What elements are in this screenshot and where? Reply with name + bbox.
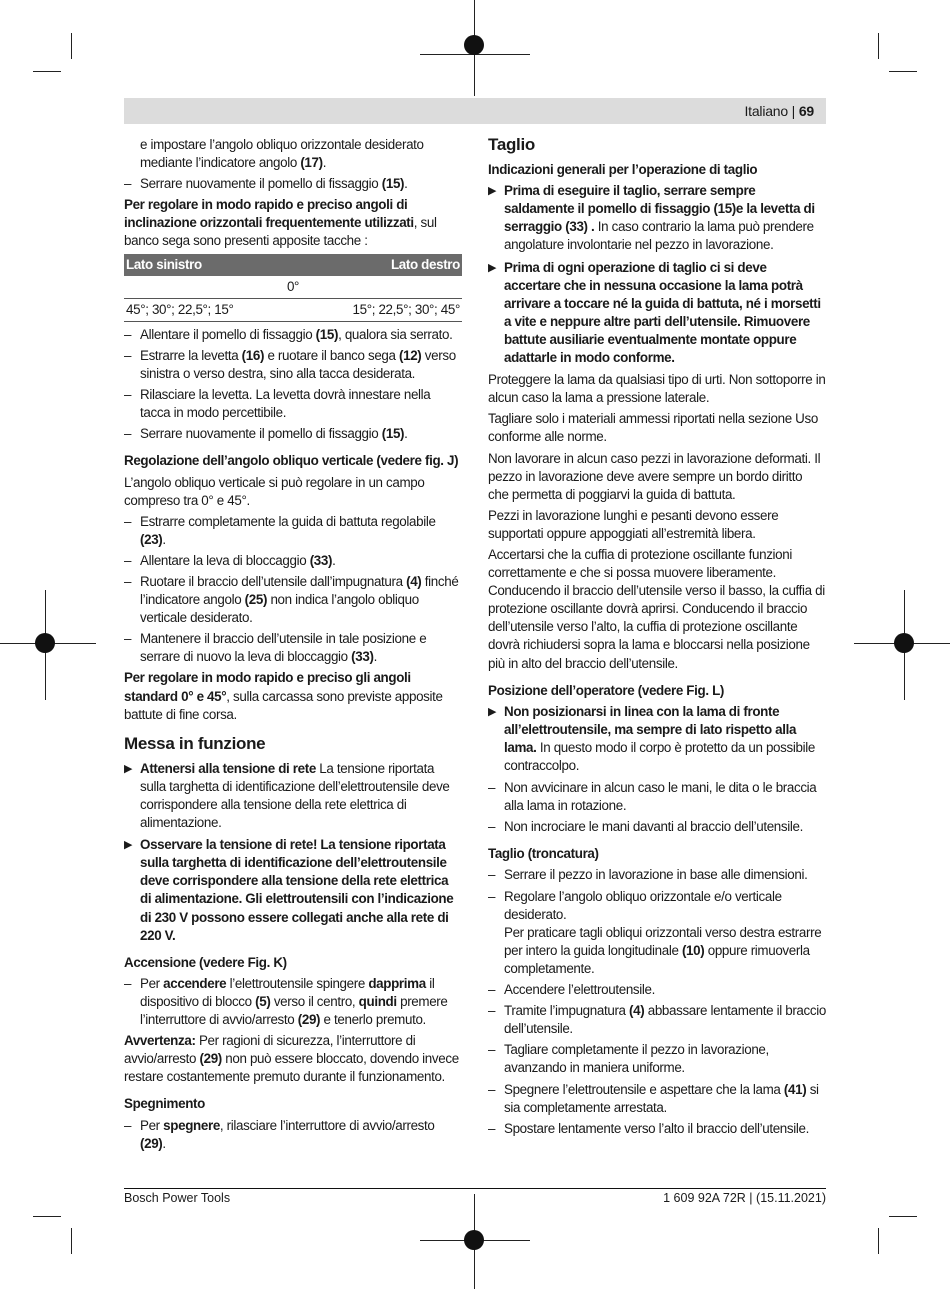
list-item: – Tramite l’impugnatura (4) abbassare lentamente il braccio dell’utensile. [488,1003,826,1037]
warning-item: ▶ Prima di ogni operazione di taglio ci si deve accertare che in nessuna occasione la lama potrà arrivare a toccare né la guida di battuta, né i morsetti a vite e neppure altre parti dell’utensile. Rimuovere battute ausiliarie eventualmente montate oppure adattarle in modo conforme. [488,259,821,366]
list-item: – Serrare nuovamente il pomello di fissaggio (15). [124,176,408,192]
header-language: Italiano [744,103,788,119]
page-header-label: Italiano | 69 [744,103,814,119]
paragraph: Per regolare in modo rapido e preciso gli angoli standard 0° e 45°, sulla carcassa sono previste apposite battute di fine corsa. [124,670,443,722]
paragraph: Pezzi in lavorazione lunghi e pesanti devono essere supportati oppure appoggiati all’estremità libera. [488,507,779,541]
section-heading: Accensione (vedere Fig. K) [124,954,287,970]
table-header-right: Lato destro [293,254,462,276]
crop-mark [71,1228,72,1254]
section-title: Messa in funzione [124,733,266,753]
triangle-bullet-icon: ▶ [124,839,133,852]
crop-mark [33,71,61,72]
paragraph: Avvertenza: Per ragioni di sicurezza, l’interruttore di avvio/arresto (29) non può essere bloccato, dovendo invece restare costantemente premuto durante il funzionamento. [124,1033,459,1085]
list-item: – Spegnere l’elettroutensile e aspettare che la lama (41) si sia completamente arrestata. [488,1081,819,1115]
right-column [488,136,826,1141]
paragraph: e impostare l’angolo obliquo orizzontale desiderato mediante l’indicatore angolo (17). [140,137,424,171]
paragraph: Tagliare solo i materiali ammessi riportati nella sezione Uso conforme alle norme. [488,411,818,445]
section-title: Taglio [488,135,535,154]
angle-table [124,254,462,322]
crop-mark [33,1216,61,1217]
list-item: – Regolare l’angolo obliquo orizzontale e/o verticale desiderato. Per praticare tagli obliqui orizzontali verso destra estrarre per intero la guida longitudinale (10) oppure rimuoverla completamente. [488,888,822,976]
warning-item: ▶ Attenersi alla tensione di rete La tensione riportata sulla targhetta di identificazione dell’elettroutensile deve corrispondere alla tensione della rete elettrica di alimentazione. [124,760,450,831]
list-item: – Per spegnere, rilasciare l’interruttore di avvio/arresto (29). [124,1117,435,1151]
triangle-bullet-icon: ▶ [488,261,497,274]
section-heading: Indicazioni generali per l’operazione di taglio [488,162,758,178]
list-item: – Non incrociare le mani davanti al braccio dell’utensile. [488,819,803,835]
warning-item: ▶ Non posizionarsi in linea con la lama di fronte all’elettroutensile, ma sempre di lato rispetto alla lama. In questo modo il corpo è protetto da un possibile contraccolpo. [488,703,815,773]
page-header [124,98,826,124]
list-item: – Serrare nuovamente il pomello di fissaggio (15). [124,426,408,442]
list-item: – Accendere l’elettroutensile. [488,982,655,998]
crop-mark [878,33,879,59]
section-heading: Taglio (troncatura) [488,846,599,862]
page-number: 69 [798,103,814,119]
list-item: – Spostare lentamente verso l’alto il braccio dell’utensile. [488,1120,809,1136]
list-item: – Allentare la leva di bloccaggio (33). [124,552,336,568]
crop-mark [889,1216,917,1217]
list-item: – Mantenere il braccio dell’utensile in tale posizione e serrare di nuovo la leva di bloccaggio (33). [124,631,427,665]
registration-mark-icon [464,35,484,55]
list-item: – Estrarre completamente la guida di battuta regolabile (23). [124,513,436,547]
paragraph: Non lavorare in alcun caso pezzi in lavorazione deformati. Il pezzo in lavorazione deve avere sempre un bordo diritto che permetta di poggiarvi la guida di battuta. [488,450,821,502]
triangle-bullet-icon: ▶ [488,185,497,198]
table-header-left: Lato sinistro [124,254,293,276]
warning-item: ▶ Osservare la tensione di rete! La tensione riportata sulla targhetta di identificazione dell’elettroutensile deve corrispondere alla tensione della rete elettrica di alimentazione. Gli elettroutensili con l’indicazione di 230 V possono essere collegati anche alla rete di 220 V. [124,837,454,943]
paragraph: L’angolo obliquo verticale si può regolare in un campo compreso tra 0° e 45°. [124,474,425,508]
list-item: – Rilasciare la levetta. La levetta dovrà innestare nella tacca in modo percettibile. [124,387,431,421]
registration-mark-icon [35,633,55,653]
table-cell: 45°; 30°; 22,5°; 15° [124,298,293,321]
section-heading: Posizione dell’operatore (vedere Fig. L) [488,682,725,698]
list-item: – Non avvicinare in alcun caso le mani, le dita o le braccia alla lama in rotazione. [488,780,817,814]
list-item: – Estrarre la levetta (16) e ruotare il banco sega (12) verso sinistra o verso destra, sino alla tacca desiderata. [124,347,456,382]
list-item: – Tagliare completamente il pezzo in lavorazione, avanzando in maniera uniforme. [488,1042,769,1076]
crop-mark [71,33,72,59]
triangle-bullet-icon: ▶ [488,705,497,718]
paragraph: Per regolare in modo rapido e preciso angoli di inclinazione orizzontali frequentemente utilizzati, sul banco sega sono presenti apposite tacche : [124,197,437,249]
crop-mark [878,1228,879,1254]
table-cell: 0° [124,276,462,299]
list-item: – Allentare il pomello di fissaggio (15), qualora sia serrato. [124,326,453,342]
footer-divider [124,1188,826,1189]
warning-item: ▶ Prima di eseguire il taglio, serrare sempre saldamente il pomello di fissaggio (15)e la levetta di serraggio (33) . In caso contrario la lama può prendere angolature involontarie nel pezzo in lavorazione. [488,183,815,253]
footer-doc-id: 1 609 92A 72R | (15.11.2021) [663,1191,826,1205]
list-item: – Per accendere l’elettroutensile spingere dapprima il dispositivo di blocco (5) verso il centro, quindi premere l’interruttore di avvio/arresto (29) e tenerlo premuto. [124,975,448,1028]
registration-mark-icon [894,633,914,653]
footer-brand: Bosch Power Tools [124,1191,231,1205]
paragraph: Proteggere la lama da qualsiasi tipo di urti. Non sottoporre in alcun caso la lama a pressione laterale. [488,372,826,406]
left-column [124,136,462,1156]
crop-mark [889,71,917,72]
list-item: – Serrare il pezzo in lavorazione in base alle dimensioni. [488,867,808,883]
section-heading: Regolazione dell’angolo obliquo verticale (vedere fig. J) [124,453,459,469]
paragraph: Accertarsi che la cuffia di protezione oscillante funzioni correttamente e che si possa muovere liberamente. Conducendo il braccio dell’utensile verso il basso, la cuffia di protezione oscillante dovrà aprirsi. Conducendo il braccio dell’utensile verso l’alto, la cuffia di protezione oscillante dovrà richiudersi sopra la lama e bloccarsi nella posizione più in alto del braccio dell’utensile. [488,546,825,671]
list-item: – Ruotare il braccio dell’utensile dall’impugnatura (4) finché l’indicatore angolo (25) non indica l’angolo obliquo verticale desiderato. [124,573,459,626]
table-cell: 15°; 22,5°; 30°; 45° [293,298,462,321]
registration-mark-icon [464,1230,484,1250]
section-heading: Spegnimento [124,1096,205,1112]
triangle-bullet-icon: ▶ [124,762,133,775]
